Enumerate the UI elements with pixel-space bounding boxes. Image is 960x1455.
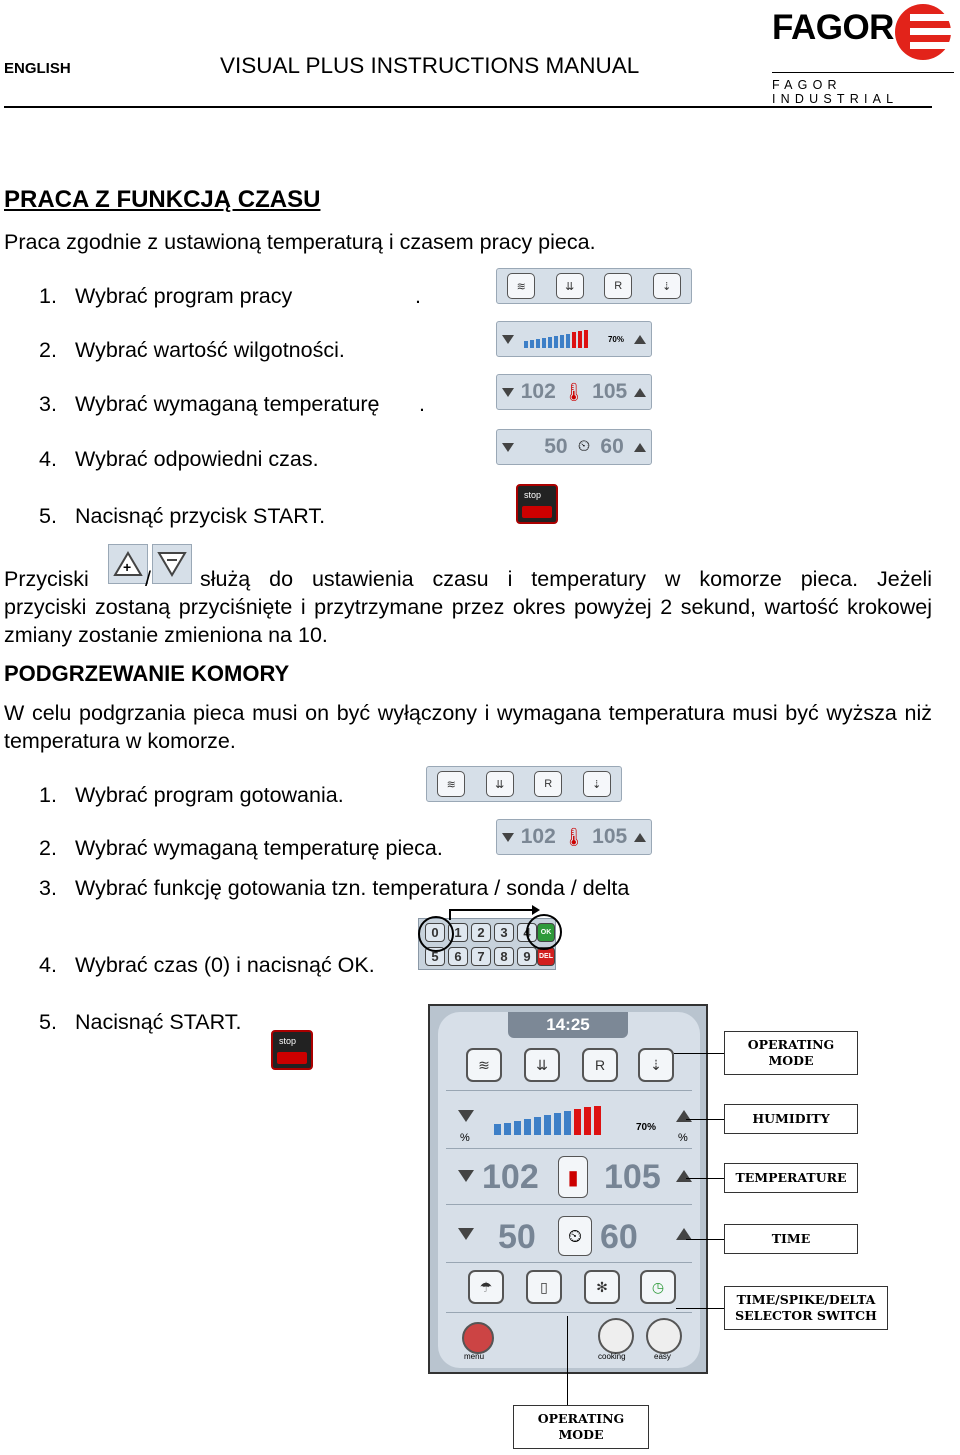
cooking-label: cooking (598, 1352, 626, 1361)
humidity-down-icon[interactable] (502, 335, 514, 344)
step-number: 4. (39, 447, 57, 471)
section-heading-time: PRACA Z FUNKCJĄ CZASU (4, 186, 321, 213)
language-label: ENGLISH (4, 60, 71, 77)
time-current: 50 (498, 1218, 536, 1256)
key-5[interactable]: 5 (425, 947, 445, 966)
divider (446, 1204, 692, 1205)
fagor-logo-icon (890, 2, 956, 62)
fan-icon[interactable]: ✻ (584, 1270, 620, 1304)
start-stop-button[interactable] (516, 484, 558, 524)
thermometer-icon: ▮ (558, 1156, 588, 1198)
brand-logo-text: FAGOR (772, 8, 894, 47)
callout-selector-line2: SELECTOR SWITCH (735, 1308, 877, 1323)
humidity-down-icon[interactable] (458, 1110, 474, 1122)
plus-button-icon (108, 544, 148, 584)
callout-humidity: HUMIDITY (724, 1104, 858, 1134)
temperature-set: 105 (592, 380, 628, 403)
step-text: Wybrać funkcję gotowania tzn. temperatura / sonda / delta (75, 876, 630, 900)
humidity-value: 70% (607, 334, 624, 344)
step-text: Wybrać wymaganą temperaturę (75, 392, 380, 416)
convection-mode-icon[interactable]: ≋ (437, 771, 465, 797)
timer-icon: ⏲ (558, 1216, 592, 1256)
slash: / (145, 567, 151, 591)
door-icon[interactable]: ▯ (526, 1270, 562, 1304)
humidity-up-icon[interactable] (634, 335, 646, 344)
mode-strip (426, 766, 622, 802)
callout-operating-mode: OPERATING MODE (724, 1031, 858, 1075)
humidity-bar-icon (524, 329, 598, 349)
minus-button-icon (152, 544, 192, 584)
combi-mode-icon[interactable]: ⇣ (653, 273, 681, 299)
section2-intro: W celu podgrzania pieca musi on być wyłączony i wymagana temperatura musi być wyższa niż temperatura w komorze. (4, 701, 932, 753)
step-tail: . (419, 392, 425, 416)
svg-text:+: + (123, 559, 132, 575)
humidity-up-icon[interactable] (676, 1110, 692, 1122)
steam-mode-icon[interactable]: ⇊ (486, 771, 514, 797)
connector-line (674, 1053, 724, 1054)
arrow-zero-to-ok-icon (446, 904, 542, 924)
clock-display: 14:25 (508, 1012, 628, 1038)
step-number: 4. (39, 953, 57, 977)
buttons-text-1: służą do ustawienia czasu i temperatury w komorze pieca. Jeżeli (200, 567, 932, 591)
step-text: Wybrać odpowiedni czas. (75, 447, 319, 471)
step-text: Wybrać program pracy (75, 284, 293, 308)
key-9[interactable]: 9 (517, 947, 537, 966)
regeneration-mode-icon[interactable]: R (534, 771, 562, 797)
thermometer-icon: 🌡 (562, 381, 586, 402)
key-1[interactable]: 1 (448, 923, 468, 942)
time-current: 50 (544, 435, 568, 458)
step-text: Wybrać wartość wilgotności. (75, 338, 345, 362)
steam-mode-icon[interactable]: ⇊ (524, 1048, 560, 1082)
humidity-bar-icon (494, 1106, 614, 1136)
temperature-down-icon[interactable] (502, 833, 514, 842)
divider (446, 1148, 692, 1149)
step-number: 5. (39, 1010, 57, 1034)
buttons-text-2: przyciski zostaną przyciśnięte i przytrzymane przez okres powyżej 2 sekund, wartość krokowej zmiany zostanie zmieniona na 10. (4, 595, 932, 647)
step-text: Wybrać program gotowania. (75, 783, 344, 807)
steam-mode-icon[interactable]: ⇊ (556, 273, 584, 299)
step-text: Wybrać wymaganą temperaturę pieca. (75, 836, 443, 860)
stop-label: stop (279, 1036, 297, 1046)
callout-operating-mode-bottom: OPERATING MODE (513, 1405, 649, 1449)
callout-time: TIME (724, 1224, 858, 1254)
step-number: 3. (39, 876, 57, 900)
step-number: 2. (39, 338, 57, 362)
header-rule (4, 106, 932, 108)
convection-mode-icon[interactable]: ≋ (507, 273, 535, 299)
key-6[interactable]: 6 (448, 947, 468, 966)
callout-selector-line1: TIME/SPIKE/DELTA (736, 1292, 876, 1307)
combi-mode-icon[interactable]: ⇣ (638, 1048, 674, 1082)
key-7[interactable]: 7 (471, 947, 491, 966)
time-set: 60 (600, 435, 624, 458)
start-stop-button[interactable] (271, 1030, 313, 1070)
temperature-current: 102 (482, 1158, 539, 1196)
step-number: 5. (39, 504, 57, 528)
temperature-up-icon[interactable] (634, 388, 646, 397)
humidity-value: 70% (636, 1122, 657, 1133)
step-text: Nacisnąć START. (75, 1010, 242, 1034)
time-strip (496, 429, 652, 465)
brand-subtitle: FAGOR INDUSTRIAL (772, 78, 899, 106)
thermometer-icon: 🌡 (562, 826, 586, 847)
connector-line (686, 1239, 724, 1240)
callout-temperature: TEMPERATURE (724, 1163, 858, 1193)
step-tail: . (415, 284, 421, 308)
combi-mode-icon[interactable]: ⇣ (583, 771, 611, 797)
manual-title: VISUAL PLUS INSTRUCTIONS MANUAL (220, 53, 640, 78)
key-0[interactable]: 0 (425, 923, 445, 942)
divider (446, 1090, 692, 1091)
connector-line (567, 1316, 568, 1405)
temperature-current: 102 (520, 825, 556, 848)
del-key[interactable]: DEL (537, 947, 555, 966)
regeneration-mode-icon[interactable]: R (604, 273, 632, 299)
mode-strip (496, 268, 692, 304)
start-indicator (522, 506, 552, 518)
menu-gear-icon[interactable] (462, 1322, 494, 1354)
key-3[interactable]: 3 (494, 923, 514, 942)
logo-divider (772, 72, 954, 73)
shower-icon[interactable]: ☂ (468, 1270, 504, 1304)
cooking-dial-icon[interactable] (598, 1318, 634, 1354)
connector-line (676, 1308, 724, 1309)
step-number: 1. (39, 783, 57, 807)
temperature-down-icon[interactable] (458, 1170, 474, 1182)
step-number: 1. (39, 284, 57, 308)
temperature-strip (496, 819, 652, 855)
humidity-down-pct: % (460, 1132, 470, 1144)
temperature-set: 105 (592, 825, 628, 848)
humidity-strip (496, 321, 652, 357)
menu-label: menu (464, 1352, 485, 1361)
clock-selector-icon[interactable]: ◷ (640, 1270, 676, 1304)
connector-line (686, 1119, 724, 1120)
temperature-current: 102 (520, 380, 556, 403)
time-set: 60 (600, 1218, 638, 1256)
step-number: 3. (39, 392, 57, 416)
ok-key[interactable]: OK (537, 923, 555, 942)
easy-label: easy (654, 1352, 671, 1361)
stop-label: stop (524, 490, 542, 500)
section-heading-preheat: PODGRZEWANIE KOMORY (4, 661, 290, 686)
key-4[interactable]: 4 (517, 923, 537, 942)
temperature-set: 105 (604, 1158, 661, 1196)
step-number: 2. (39, 836, 57, 860)
control-panel (428, 1004, 708, 1374)
key-2[interactable]: 2 (471, 923, 491, 942)
callout-selector-switch (724, 1286, 888, 1330)
temperature-up-icon[interactable] (634, 833, 646, 842)
time-down-icon[interactable] (458, 1228, 474, 1240)
convection-mode-icon[interactable]: ≋ (466, 1048, 502, 1082)
connector-line (686, 1178, 724, 1179)
divider (446, 1312, 692, 1313)
key-8[interactable]: 8 (494, 947, 514, 966)
buttons-word: Przyciski (4, 567, 89, 591)
step-text: Nacisnąć przycisk START. (75, 504, 326, 528)
start-indicator (277, 1052, 307, 1064)
temperature-strip (496, 374, 652, 410)
easy-dial-icon[interactable] (646, 1318, 682, 1354)
control-panel-face (438, 1012, 700, 1368)
temperature-down-icon[interactable] (502, 388, 514, 397)
time-up-icon[interactable] (634, 443, 646, 452)
time-down-icon[interactable] (502, 443, 514, 452)
regeneration-mode-icon[interactable]: R (582, 1048, 618, 1082)
step-text: Wybrać czas (0) i nacisnąć OK. (75, 953, 375, 977)
humidity-up-pct: % (678, 1132, 688, 1144)
temperature-up-icon[interactable] (676, 1170, 692, 1182)
section-intro: Praca zgodnie z ustawioną temperaturą i czasem pracy pieca. (4, 230, 596, 254)
divider (446, 1262, 692, 1263)
timer-icon: ⏲ (577, 438, 591, 455)
